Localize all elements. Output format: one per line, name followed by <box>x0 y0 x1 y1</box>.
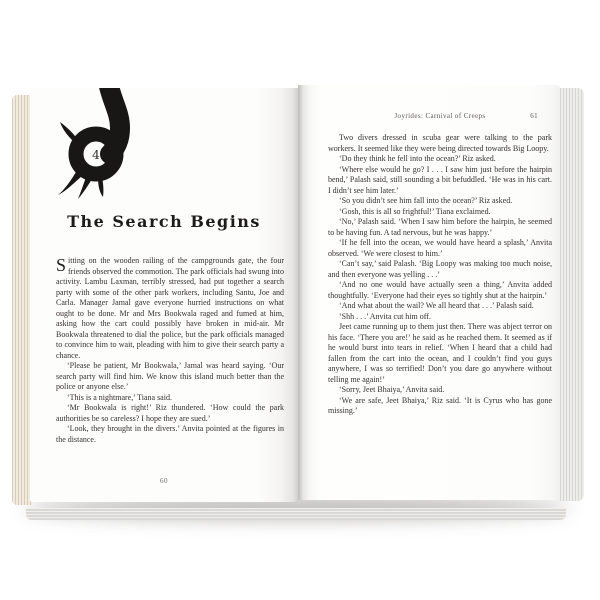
chapter-hand-illustration <box>56 88 151 200</box>
paragraph: ‘Please be patient, Mr Bookwala,’ Jamal was heard saying. ‘Our search party will find him. We know this island much better than the police or anyone else.’ <box>56 361 284 391</box>
left-page-edge-stack <box>12 95 32 505</box>
paragraph: ‘We are safe, Jeet Bhaiya,’ Riz said. ‘It is Cyrus who has gone missing.’ <box>328 395 552 415</box>
paragraph: ‘Mr Bookwala is right!’ Riz thundered. ‘How could the park authorities be so careless? I hope they are sued.’ <box>56 403 284 423</box>
paragraph: ‘Sorry, Jeet Bhaiya,’ Anvita said. <box>339 385 445 394</box>
left-page-number: 60 <box>160 477 168 485</box>
paragraph: ‘Gosh, this is all so frightful!’ Tiana exclaimed. <box>339 206 491 216</box>
left-page <box>30 88 298 502</box>
illustration-finger <box>98 178 103 197</box>
paragraph: ‘If he fell into the ocean, we would have heard a splash,’ Anvita observed. ‘We were closest to him.’ <box>328 238 552 258</box>
paragraph: ‘Do they think he fell into the ocean?’ Riz asked. <box>339 154 496 163</box>
right-page <box>298 85 560 500</box>
bottom-page-edge-stack <box>26 508 566 520</box>
paragraph: ‘Can’t say,’ said Palash. ‘Big Loopy was making too much noise, and then everyone was yelling . . .’ <box>328 259 552 279</box>
paragraph: ‘No,’ Palash said. ‘When I saw him before the hairpin, he seemed to be having fun. A tad nervous, but he was happy.’ <box>328 217 552 237</box>
chapter-number: 4 <box>92 148 100 162</box>
illustration-finger <box>78 177 92 199</box>
illustration-finger <box>58 172 82 195</box>
paragraph: ‘Look, they brought in the divers.’ Anvita pointed at the figures in the distance. <box>56 424 284 444</box>
paragraph: ‘Shh . . .’ Anvita cut him off. <box>339 311 431 321</box>
paragraph: Jeet came running up to them just then. There was abject terror on his face. ‘There you are!’ he said as he reached them. It seemed as if he would burst into tears in relief. ‘When I heard that a child had fallen from the cart into the ocean, and I couldn’t find you guys anywhere, I was so terrified! Don’t you dare go anywhere without telling me again!’ <box>328 322 552 384</box>
running-header-title: Joyrides: Carnival of Creeps <box>394 112 486 120</box>
open-book <box>12 85 584 513</box>
right-page-edge-stack <box>558 88 584 501</box>
paragraph: ‘Where else would he go? I . . . I saw him just before the hairpin bend,’ Palash said, still sounding a bit befuddled. ‘He was in his cart. I didn’t see him later.’ <box>328 164 552 195</box>
paragraph: ‘So you didn’t see him fall into the ocean?’ Riz asked. <box>339 196 513 205</box>
opening-paragraph <box>56 256 284 361</box>
drop-cap: S <box>56 255 67 275</box>
right-page-body-text <box>328 133 552 417</box>
chapter-title: The Search Begins <box>67 212 261 231</box>
right-page-number: 61 <box>530 112 538 120</box>
running-header <box>328 112 552 120</box>
paragraph: ‘And what about the wail? We all heard that . . .’ Palash said. <box>339 301 534 310</box>
paragraph: ‘This is a nightmare,’ Tiana said. <box>67 392 172 402</box>
illustration-thumb <box>60 122 78 140</box>
opening-paragraph-text: itting on the wooden railing of the campgrounds gate, the four friends observed the commotion. The park officials had swung into activity. Lambu Laxman, terribly stressed, had put together a search party with some of the other park workers, including Santu, Joe and Carla. Manager Jamal gave everyone hurried instructions on what ought to be done. Mr and Mrs Bookwala raged and fumed at him, asking how the cart could possibly have broken in mid-air. Mr Bookwala threatened to dial the police, but the park officials managed to convince him to wait, pleading with him to give their search party a chance. <box>56 256 284 360</box>
left-paragraph-list <box>56 361 284 445</box>
left-page-body-text <box>56 256 284 445</box>
paragraph: Two divers dressed in scuba gear were talking to the park workers. It seemed like they were being directed towards Big Loopy. <box>328 133 552 153</box>
paragraph: ‘And no one would have actually seen a thing,’ Anvita added thoughtfully. ‘Everyone had their eyes so tightly shut at the hairpin.’ <box>328 280 552 300</box>
